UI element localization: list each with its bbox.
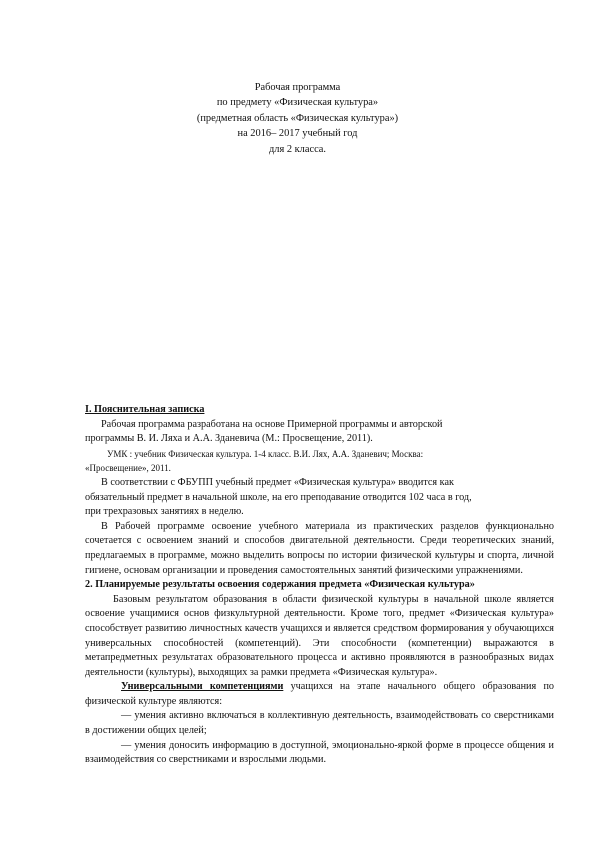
title-line-2: по предмету «Физическая культура» (216, 97, 379, 109)
title-line-4: на 2016– 2017 учебный год (237, 128, 358, 140)
title-line-1: Рабочая программа (254, 82, 341, 93)
section-2-paragraph-2 (85, 680, 554, 709)
title-block (0, 80, 595, 157)
competency-list-item: — умения активно включаться в коллективную деятельность, взаимодействовать со сверстниками в достижении общих целей; (85, 710, 554, 737)
universal-competencies-term: Универсальными компетенциями (121, 681, 284, 693)
section-1-paragraph-3-line-2: обязательный предмет в начальной школе, на его преподавание отводится 102 часа в год, (85, 491, 472, 503)
section-1-umk-line-1: УМК : учебник Физическая культура. 1-4 класс. В.И. Лях, А.А. Зданевич; Москва: (107, 448, 424, 459)
section-1-umk-line-2: «Просвещение», 2011. (85, 463, 171, 474)
body-text (85, 403, 554, 768)
section-1-paragraph-3-line-3: при трехразовых занятиях в неделю. (85, 506, 244, 518)
section-1-paragraph-3-line-1: В соответствии с ФБУПП учебный предмет «Физическая культура» вводится как (101, 476, 454, 488)
section-2-paragraph-1: Базовым результатом образования в области физической культуры в начальной школе является освоение учащимися основ физкультурной деятельности. Кроме того, предмет «Физическая культура» способствует развитию личностных качеств учащихся и является средством формирования у обучающихся универсальных способностей (компетенций). Эти способности (компетенции) выражаются в метапредметных результатах образовательного процесса и активно проявляются в разнообразных видах деятельности (культуры), выходящих за рамки предмета «Физическая культура». (85, 593, 554, 678)
title-line-5: для 2 класса. (268, 143, 327, 155)
competency-list-item: — умения доносить информацию в доступной, эмоционально-яркой форме в процессе общения и взаимодействия со сверстниками и взрослыми людьми. (85, 739, 554, 766)
section-2-heading: 2. Планируемые результаты освоения содержания предмета «Физическая культура» (85, 579, 475, 591)
title-line-3: (предметная область «Физическая культура») (196, 112, 399, 124)
section-1-paragraph-1-line-2: программы В. И. Ляха и А.А. Зданевича (М.: Просвещение, 2011). (85, 433, 373, 445)
section-2-paragraph-2-rest: учащихся на этапе начального общего образования по физической культуре являются: (85, 681, 554, 707)
section-1-heading: I. Пояснительная записка (85, 404, 205, 415)
section-1-paragraph-4: В Рабочей программе освоение учебного материала из практических разделов функционально сочетается с освоением знаний и способов двигательной деятельности. Среди теоретических знаний, предлагаемых в программе, можно выделить вопросы по истории физической культуры и спорта, личной гигиене, основам организации и проведения самостоятельных занятий физическими упражнениями. (85, 520, 554, 576)
section-1-paragraph-1-line-1: Рабочая программа разработана на основе Примерной программы и авторской (101, 418, 443, 430)
